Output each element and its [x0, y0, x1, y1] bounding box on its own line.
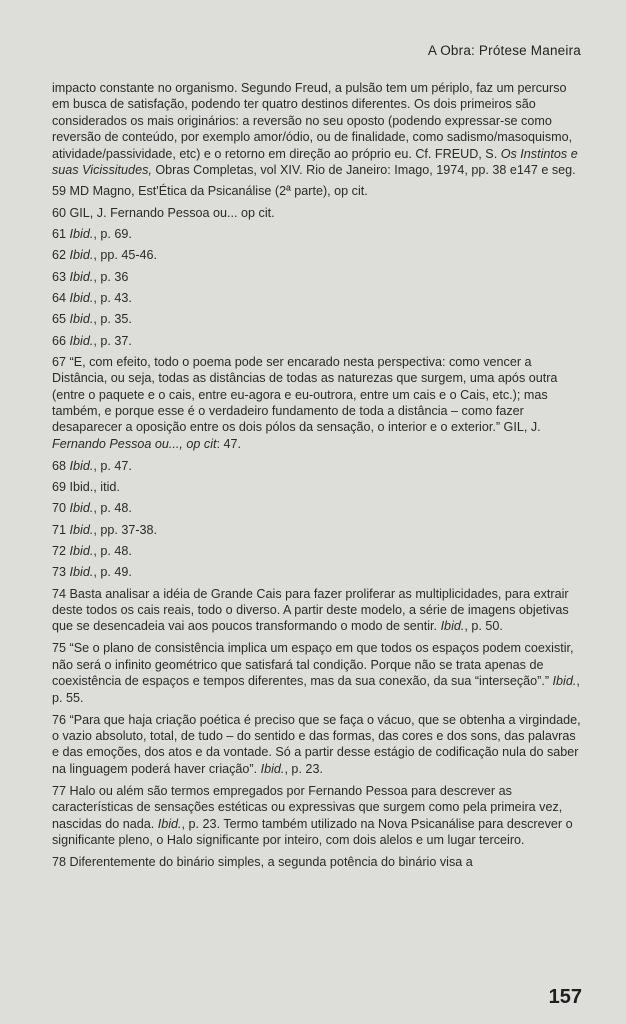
note-text: 77 Halo ou além são termos empregados por Fernando Pessoa para descrever as características de sensações estéticas ou expressivas que surgem como pela primeira vez, nascidas do nada.	[52, 783, 563, 831]
ibid: Ibid.	[69, 522, 94, 537]
endnote-71	[52, 522, 582, 538]
note-number: 73	[52, 565, 67, 580]
running-title: A Obra: Prótese Maneira	[427, 43, 581, 58]
note-text: , p. 23.	[284, 761, 323, 776]
ibid: Ibid.	[69, 312, 94, 327]
note-ref: , p. 48.	[93, 501, 132, 516]
page-number: 157	[548, 986, 582, 1008]
italic-title: Os Instintos e suas Vicissitudes,	[52, 146, 578, 178]
endnote-74	[52, 586, 582, 635]
note-number: 70	[52, 501, 67, 516]
ibid: Ibid.	[440, 619, 465, 634]
note-number: 62	[52, 248, 67, 263]
endnote-70	[52, 500, 582, 516]
note-ref: , p. 69.	[93, 227, 132, 242]
note-number: 63	[52, 269, 67, 284]
endnote-73	[52, 564, 582, 580]
note-number: 66	[52, 333, 67, 348]
ibid: Ibid.	[69, 565, 94, 580]
ibid: Ibid.	[69, 290, 94, 305]
endnotes-body	[52, 80, 582, 876]
note-text: 75 “Se o plano de consistência implica um espaço em que todos os espaços podem coexistir, não será o infinito geométrico que satisfará tal condição. Porque não se trata apenas de coexistência de espaços e tempos diferentes, mas da sua conexão, da sua “interseção”.”	[52, 641, 574, 689]
endnote-60: 60 GIL, J. Fernando Pessoa ou... op cit.	[52, 205, 275, 220]
note-text: , p. 50.	[464, 619, 503, 634]
note-text: impacto constante no organismo. Segundo Freud, a pulsão tem um périplo, faz um percurso em busca de satisfação, podendo ter quatro destinos diferentes. Os dois primeiros são considerados os mais originários: a reversão no seu oposto (podendo expressar-se como reversão de conteúdo, por exemplo amor/ódio, ou de finalidade, como sadismo/masoquismo, atividade/passividade, etc) e o retorno em direção ao próprio eu. Cf. FREUD, S.	[52, 81, 573, 161]
endnote-78: 78 Diferentemente do binário simples, a segunda potência do binário visa a	[52, 855, 473, 870]
note-text: , p. 23. Termo também utilizado na Nova Psicanálise para descrever o significante pleno, o Halo significante por inteiro, com dois alelos e um lugar terceiro.	[52, 816, 573, 848]
ibid: Ibid.	[69, 269, 94, 284]
endnote-61	[52, 226, 582, 242]
italic-title: Fernando Pessoa ou..., op cit	[52, 436, 217, 451]
ibid: Ibid.	[69, 333, 94, 348]
note-text: , p. 55.	[52, 674, 580, 705]
endnote-68	[52, 458, 582, 474]
endnote-66	[52, 333, 582, 349]
ibid: Ibid.	[157, 816, 182, 831]
note-ref: , p. 48.	[93, 544, 132, 559]
note-ref: , p. 36	[93, 269, 129, 284]
note-continuation	[52, 80, 582, 178]
note-number: 61	[52, 227, 67, 242]
note-number: 68	[52, 458, 67, 473]
endnote-69: 69 Ibid., itid.	[52, 480, 120, 495]
note-text: : 47.	[216, 436, 242, 451]
note-text: 74 Basta analisar a idéia de Grande Cais para fazer proliferar as multiplicidades, para extrair deste todos os cais reais, todo o diverso. A partir deste modelo, a série de imagens objetivas que se desencadeia vai aos poucos transformando o modo de sentir.	[52, 586, 569, 634]
ibid: Ibid.	[69, 248, 94, 263]
endnote-65	[52, 311, 582, 327]
note-number: 72	[52, 544, 67, 559]
note-number: 71	[52, 522, 67, 537]
endnote-62	[52, 247, 582, 263]
ibid: Ibid.	[260, 761, 285, 776]
ibid: Ibid.	[69, 544, 94, 559]
note-ref: , p. 35.	[93, 312, 132, 327]
endnote-75	[52, 640, 582, 706]
note-text: Obras Completas, vol XIV. Rio de Janeiro: Imago, 1974, pp. 38 e147 e seg.	[151, 163, 576, 178]
endnote-77	[52, 783, 582, 849]
endnote-59: 59 MD Magno, Est'Ética da Psicanálise (2ª parte), op cit.	[52, 184, 368, 199]
ibid: Ibid.	[552, 674, 577, 689]
note-text: 76 “Para que haja criação poética é preciso que se faça o vácuo, que se obtenha a virgindade, o vazio absoluto, total, de tudo – do sentido e das formas, das cores e dos sons, das palavras e das emoções, dos atos e da vontade. Só a partir desse estágio de codificação nula do saber na linguagem poderá haver criação”.	[52, 712, 581, 776]
note-ref: , p. 49.	[93, 565, 132, 580]
note-ref: , p. 43.	[93, 290, 132, 305]
ibid: Ibid.	[69, 501, 94, 516]
note-ref: , pp. 37-38.	[93, 522, 158, 537]
note-text: 67 “E, com efeito, todo o poema pode ser encarado nesta perspectiva: como vencer a Distância, ou seja, todas as distâncias de todas as naturezas que surgem, uma após outra (entre o paquete e o cais, entre eu-agora e eu-outrora, entre um cais e o Cais, etc.); mas também, e porque esse é o verdadeiro fundamento de toda a distância – como fazer desaparecer a oposição entre os dois pólos da sensação, o interior e o exterior.” GIL, J.	[52, 354, 558, 435]
endnote-67	[52, 354, 582, 452]
endnote-72	[52, 543, 582, 559]
ibid: Ibid.	[69, 227, 94, 242]
note-number: 64	[52, 290, 67, 305]
ibid: Ibid.	[69, 458, 94, 473]
note-ref: , pp. 45-46.	[93, 248, 158, 263]
endnote-63	[52, 269, 582, 285]
note-number: 65	[52, 312, 67, 327]
endnote-76	[52, 712, 582, 778]
note-ref: , p. 47.	[93, 458, 132, 473]
endnote-64	[52, 290, 582, 306]
note-ref: , p. 37.	[93, 333, 132, 348]
